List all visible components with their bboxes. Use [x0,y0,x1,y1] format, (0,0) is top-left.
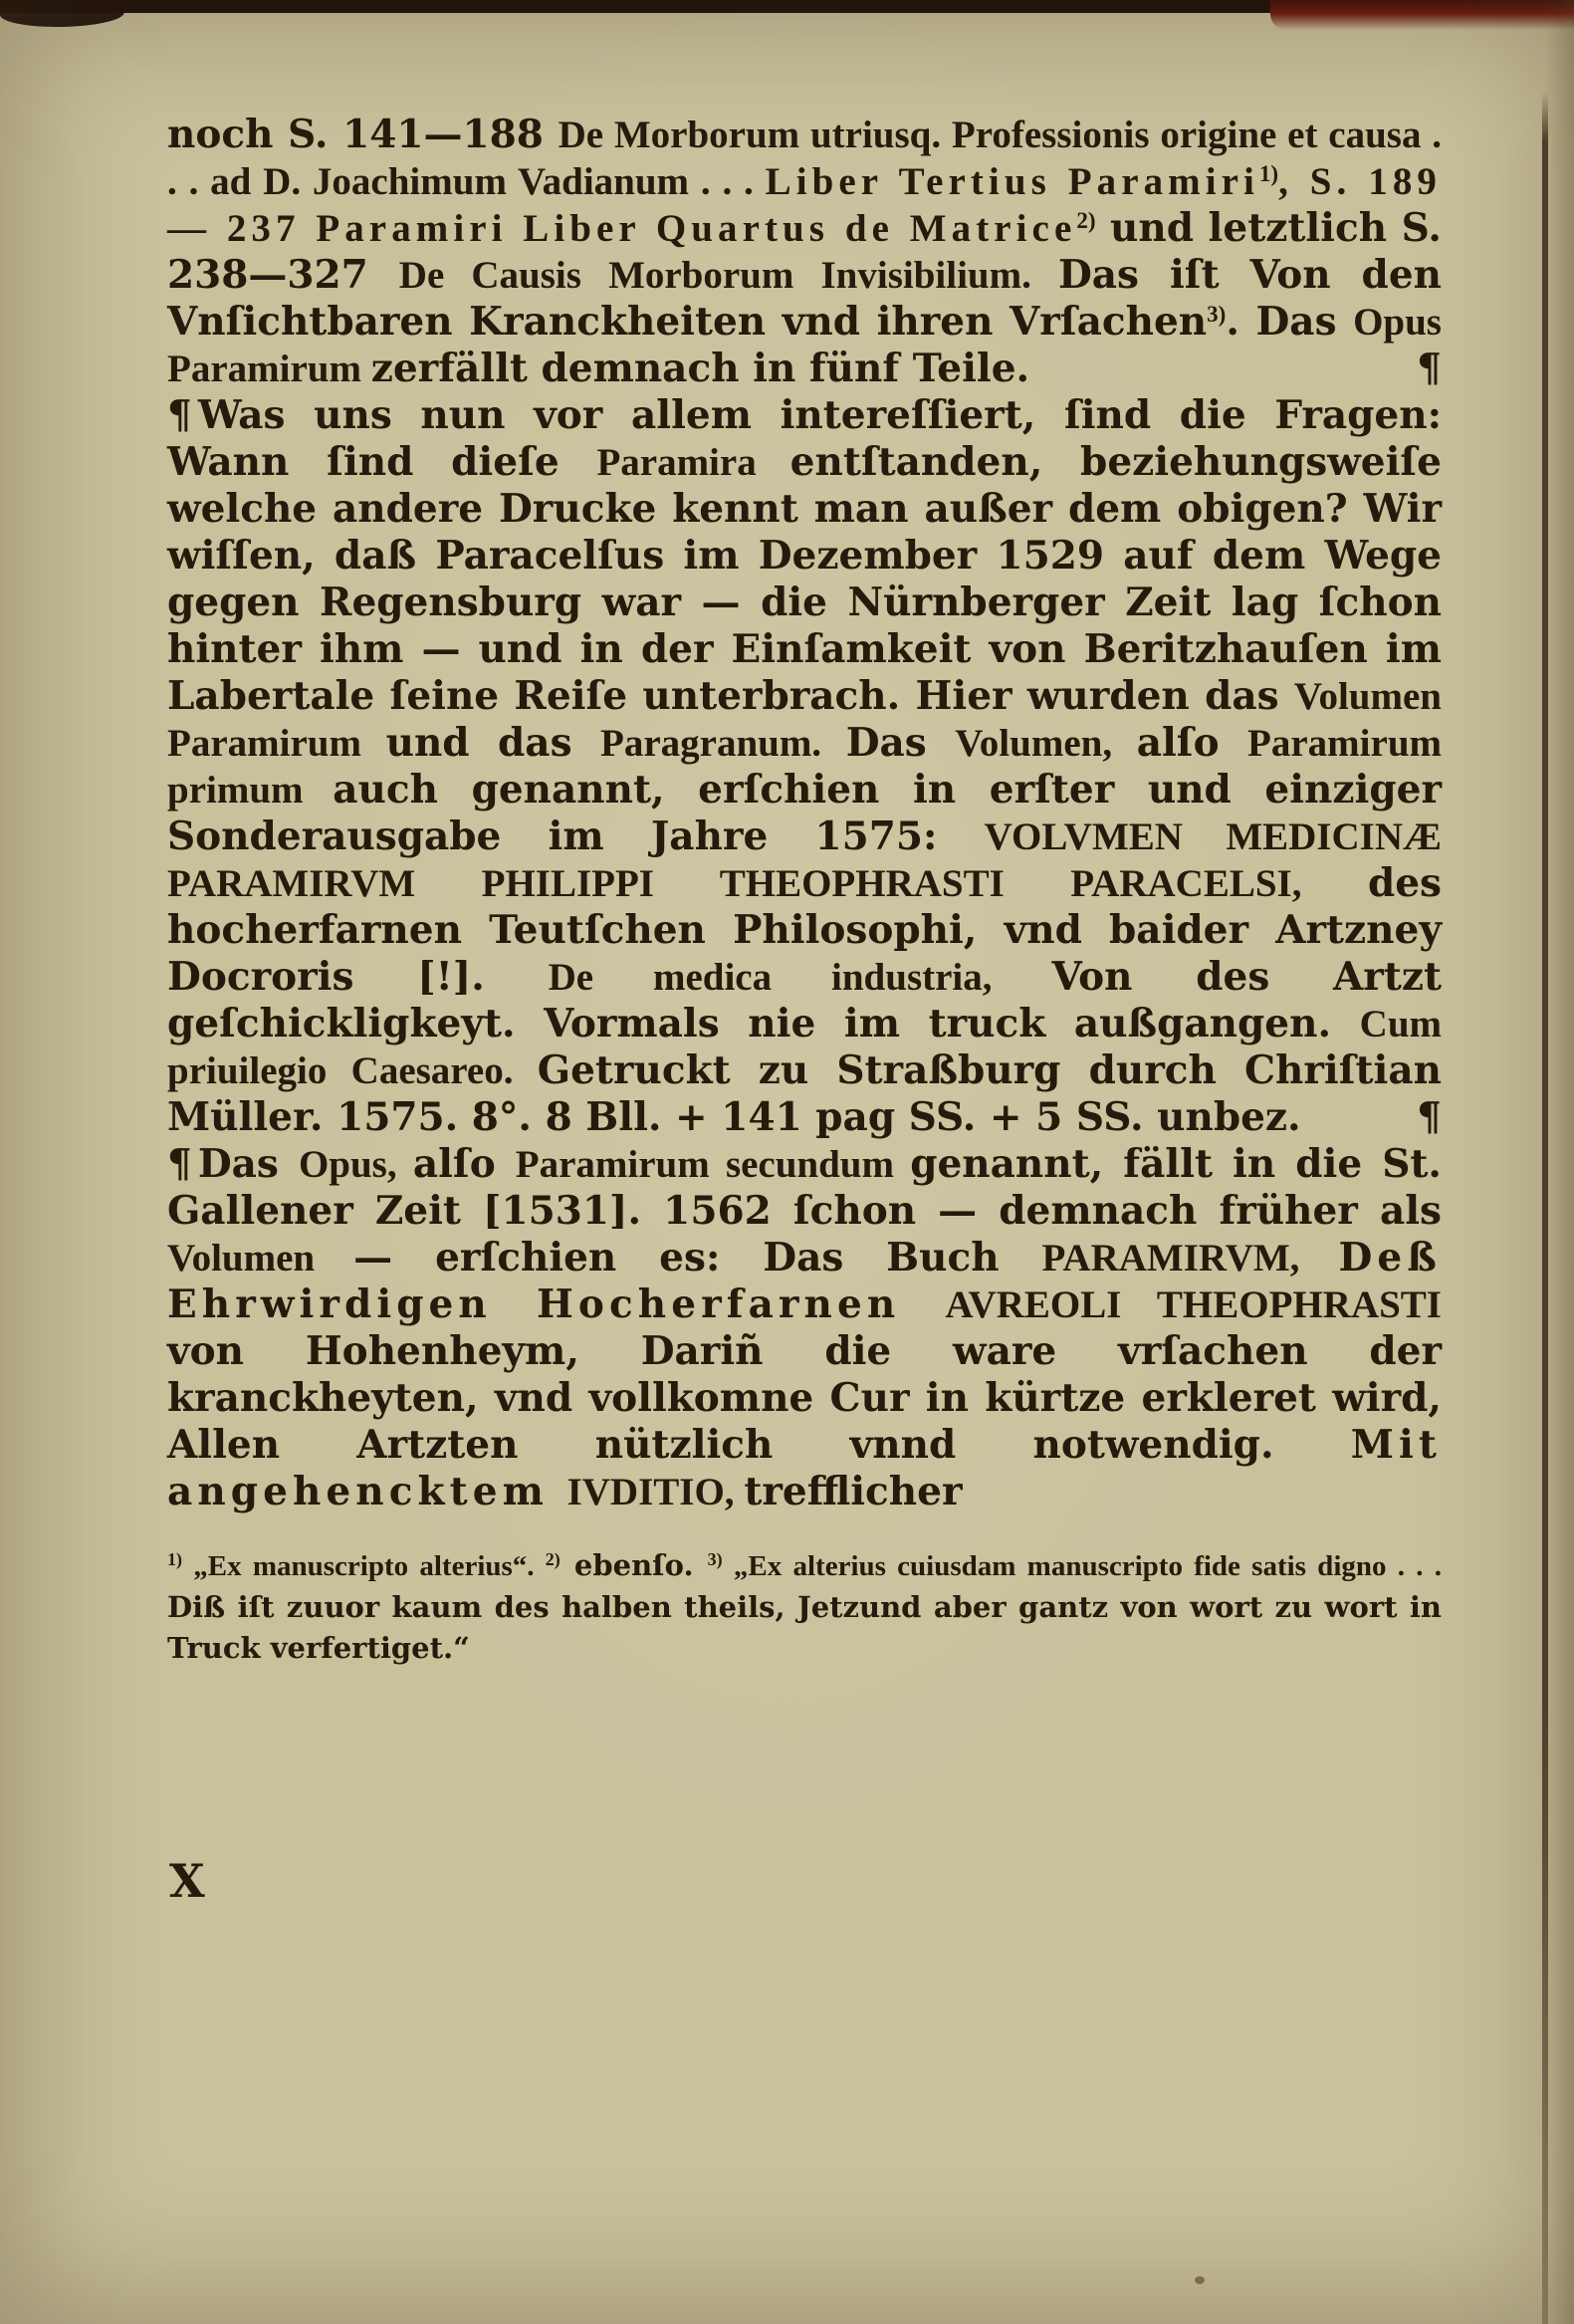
scan-top-left-blot-artifact [0,0,124,27]
text-segment: , S. 189 — 237 Paramiri Liber Quartus de Matrice [167,160,1442,250]
text-segment: . Das [1226,299,1354,345]
text-segment: noch S. 141—188 [167,112,559,157]
footnote-marker: 2) [545,1549,561,1569]
text-segment: Das [197,1141,299,1187]
text-column [167,112,1442,1669]
body-text [167,112,1442,1515]
text-segment: Volumen [167,1237,354,1279]
text-segment: Volumen Paramirum [167,675,1442,765]
text-segment: alſo [412,1141,516,1187]
page-signature: X [169,1854,205,1908]
text-segment: VOLVMEN MEDICINÆ PARAMIRVM PHILIPPI THEOPHRASTI PARACELSI, [167,815,1442,905]
text-segment: Opus Paramirum [167,301,1442,390]
text-segment: — erſchien es: Das Buch [353,1235,1042,1280]
paragraph [167,1141,1442,1515]
text-segment: genannt, fällt in die St. Gallener Zeit [1531]. 1562 ſchon — demnach früher als [167,1141,1442,1234]
text-segment: De Causis Morborum Invisibilium. [398,254,1058,297]
paragraph-mark: ¶ [1417,1094,1442,1140]
footnote-marker: 3) [707,1549,723,1569]
text-segment: und das [385,720,600,766]
scan-speck-artifact [1195,2276,1205,2284]
text-segment: Das iſt Von den Vnſichtbaren Kranckheiten vnd ihren Vrſachen [167,252,1442,345]
paragraph-mark: ¶ [1417,346,1442,391]
text-segment: Paramirum primum [167,722,1442,812]
text-segment: De medica industria, [548,956,1052,999]
text-segment: Paragranum. [600,722,846,765]
text-segment: Liber Tertius Paramiri [765,160,1259,203]
text-segment: Von des Artzt geſchickligkeyt. Vormals nie im truck außgangen. [167,954,1443,1046]
text-segment: Opus, [298,1143,413,1186]
scan-right-edge-shade [1546,0,1574,2324]
text-segment: Deß Ehrwirdigen Hocherfarnen [167,1235,1442,1327]
text-segment: auch genannt, erſchien in erſter und einziger Sonderausgabe im Jahre 1575: [167,767,1442,859]
paragraph-mark: ¶ [167,1141,192,1187]
paragraph [167,112,1442,392]
footnotes [167,1545,1442,1669]
text-segment: von Hohenheym, Dariñ die ware vrſachen der kranckheyten, vnd vollkomne Cur in kürtze erkleret wird, Allen Artzten nützlich vnnd notwendig. [167,1328,1442,1468]
footnote-marker: 3) [1207,302,1227,327]
text-segment: IVDITIO, [566,1471,745,1513]
text-segment: entſtanden, beziehungsweiſe welche andere Drucke kennt man außer dem obigen? Wir wiſſen, daß Paracelſus im Dezember 1529 auf dem Wege gegen Regensburg war — die Nürnberger Zeit lag ſchon hinter ihm — und in der Einſamkeit von Beritzhauſen im Labertale ſeine Reiſe unterbrach. Hier wurden das [167,439,1442,719]
text-segment: Mit angehencktem [167,1422,1442,1514]
text-segment: alſo [1136,720,1248,766]
text-segment: Getruckt zu Straßburg durch Chriſtian Müller. 1575. 8°. 8 Bll. + 141 pag SS. + 5 SS. unbez. [167,1047,1442,1140]
scan-right-edge-line [1542,92,1548,2324]
text-segment: Volumen, [955,722,1137,765]
text-segment: und letztlich S. 238—327 [167,205,1442,298]
text-segment: „Ex alterius cuiusdam manuscripto fide satis digno . . . [722,1550,1442,1582]
text-segment: Cum priuilegio Caesareo. [167,1003,1442,1092]
text-segment: Paramirum secundum [515,1143,911,1186]
text-segment: De Morborum utriusq. Professionis origine et causa . . . ad D. Joachimum Vadianum . . . [167,114,1443,203]
footnote-marker: 1) [167,1549,182,1569]
text-segment: Paramira [596,441,790,484]
paragraph [167,392,1442,1141]
text-segment: „Ex manuscripto alterius“. [182,1550,546,1582]
text-segment: PARAMIRVM, [1041,1237,1339,1279]
text-segment: AVREOLI THEOPHRASTI [945,1283,1442,1326]
text-segment: ebenſo. [560,1548,708,1582]
text-segment: Das [845,720,956,766]
text-segment: zerfällt demnach in fünf Teile. [370,346,1030,391]
text-segment: des hocherfarnen Teutſchen Philosophi, vnd baider Artzney Docroris [!]. [167,860,1442,1000]
footnote-marker: 2) [1076,208,1096,233]
text-segment: trefflicher [744,1469,963,1514]
scan-red-stain-artifact [1270,0,1574,30]
text-segment: Was uns nun vor allem intereſſiert, ſind die Fragen: Wann ſind dieſe [167,392,1442,485]
text-segment: Diß iſt zuuor kaum des halben theils, Jetzund aber gantz von wort zu wort in Truck verfertiget.“ [167,1590,1442,1665]
paragraph-mark: ¶ [167,392,192,438]
footnote-marker: 1) [1258,161,1279,186]
